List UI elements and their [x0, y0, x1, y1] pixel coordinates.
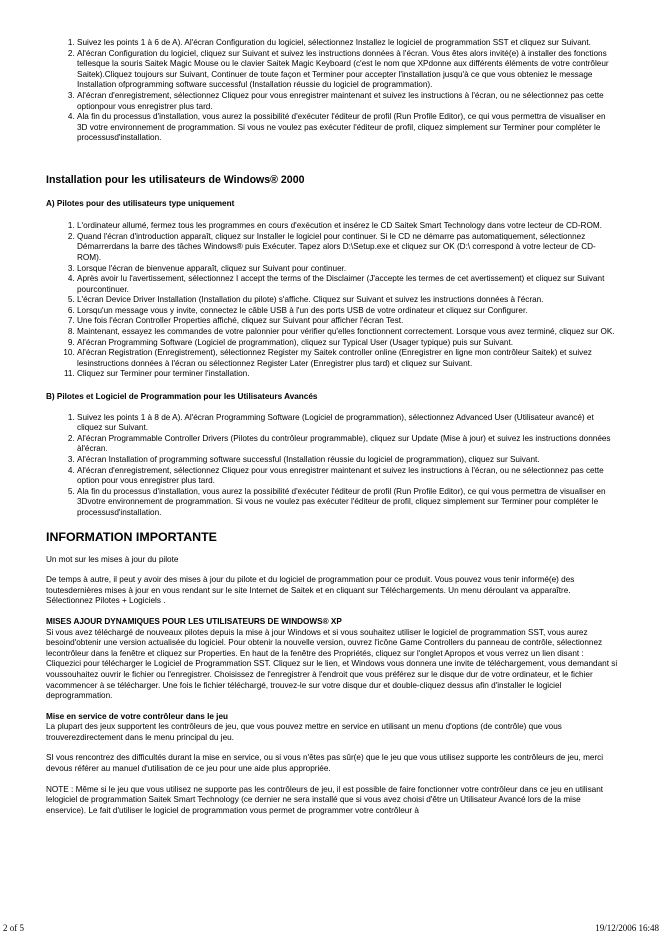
list-item: 2. Al'écran Configuration du logiciel, cliquez sur Suivant et suivez les instructions données à l'écran. Vous êtes alors invité(e) à installer des fonctions tellesque la souris Saitek Magic Mouse ou le clavier Saitek Magic Keyboard (c'est le nom que XPdonne aux différents éléments de votre contrôleur Saitek).Cliquez toujours sur Suivant, Continuer de toute façon et Terminer pour accepter l'installation jusqu'à ce que vous obteniez le message Installation ofprogramming software successful (Installation réussie du logiciel de programmation). — [77, 49, 618, 91]
list-item: 5. L'écran Device Driver Installation (Installation du pilote) s'affiche. Cliquez sur Suivant et suivez les instructions données à l'écran. — [77, 295, 618, 306]
list-item: 3. Lorsque l'écran de bienvenue apparaît, cliquez sur Suivant pour continuer. — [77, 264, 618, 275]
list-item: 3. Al'écran Installation of programming software successful (Installation réussie du logiciel de programmation), cliquez sur Suivant. — [77, 455, 618, 466]
list-item: 2. Al'écran Programmable Controller Drivers (Pilotes du contrôleur programmable), cliquez sur Update (Mise à jour) et suivez les instructions données àl'écran. — [77, 434, 618, 455]
game-setup-text: La plupart des jeux supportent les contrôleurs de jeu, que vous pouvez mettre en service en utilisant un menu d'options (de contrôle) que vous trouverezdirectement dans le menu principal du jeu. — [46, 722, 562, 742]
list-item: 10. Al'écran Registration (Enregistrement), sélectionnez Register my Saitek controller online (Enregistrer en ligne mon contrôleur Saitek) et suivez lesinstructions données à l'écran ou sélectionnez Register Later (Enregistrer plus tard) et cliquez sur Suivant. — [77, 348, 618, 369]
difficulty-paragraph: SI vous rencontrez des difficultés durant la mise en service, ou si vous n'êtes pas sûr(e) que le jeu que vous utilisez supporte les contrôleurs de jeu, merci devous référer au manuel d'utilisation de ce jeu pour une aide plus appropriée. — [46, 753, 604, 774]
document-page — [46, 38, 618, 816]
page-number: 2 of 5 — [3, 923, 24, 933]
list-item: 9. Al'écran Programming Software (Logiciel de programmation), cliquez sur Typical User (Usager typique) puis sur Suivant. — [77, 338, 618, 349]
list-a-continuation — [46, 38, 618, 144]
list-item: 7. Une fois l'écran Controller Properties affiché, cliquez sur Suivant pour afficher l'écran Test. — [77, 316, 618, 327]
section-b-heading: B) Pilotes et Logiciel de Programmation pour les Utilisateurs Avancés — [46, 392, 318, 402]
section-b-list — [46, 413, 618, 519]
list-item: 3. Al'écran d'enregistrement, sélectionnez Cliquez pour vous enregistrer maintenant et suivez les instructions à l'écran, ou ne sélectionnez pas cette optionpour vous enregistrer plus tard. — [77, 91, 618, 112]
list-item: 1. Suivez les points 1 à 8 de A). Al'écran Programming Software (Logiciel de programmation), sélectionnez Advanced User (Utilisateur avancé) et cliquez sur Suivant. — [77, 413, 618, 434]
list-item: 4. Al'écran d'enregistrement, sélectionnez Cliquez pour vous enregistrer maintenant et suivez les instructions à l'écran, ou ne sélectionnez pas cette option pour vous enregistrer plus tard. — [77, 466, 618, 487]
game-setup-heading: Mise en service de votre contrôleur dans le jeu — [46, 711, 229, 721]
list-item: 1. Suivez les points 1 à 6 de A). Al'écran Configuration du logiciel, sélectionnez Installez le logiciel de programmation SST et cliquez sur Suivant. — [77, 38, 618, 49]
list-item: 11. Cliquez sur Terminer pour terminer l'installation. — [77, 369, 618, 380]
note-paragraph: NOTE : Même si le jeu que vous utilisez ne supporte pas les contrôleurs de jeu, il est possible de faire fonctionner votre contrôleur dans ce jeu en utilisant lelogiciel de programmation Saitek Smart Technology (ce dernier ne sera installé que si vous avez choisi d'être un Utilisateur Avancé lors de la mise enservice). Le fait d'utiliser le logiciel de programmation vous permet de programmer votre contrôleur à — [46, 784, 604, 815]
xp-update-text: Si vous avez téléchargé de nouveaux pilotes depuis la mise à jour Windows et si vous souhaitez utiliser le logiciel de programmation SST, vous aurez besoind'obtenir une version actualisée du logiciel. Pour obtenir la nouvelle version, ouvrez l'icône Game Controllers du panneau de contrôle, sélectionnez lecontrôleur dans la fenêtre et cliquez sur Properties. En haut de la fenêtre des Propriétés, cliquez sur l'onglet Apropos et vous verrez un lien disant : Cliquezici pour télécharger le Logiciel de Programmation SST. Cliquez sur le lien, et Windows vous donnera une invite de téléchargement, vous demandant si voussouhaitez ouvrir le fichier ou l'enregistrer. Choisissez de l'enregistrer à l'endroit que vous préférez sur le disque dur de votre ordinateur, et le fichier vacommencer à se télécharger. Une fois le fichier téléchargé, trouvez-le sur votre disque dur et double-cliquez dessus afin d'installer le logiciel deprogrammation. — [46, 627, 618, 701]
list-item: 2. Quand l'écran d'introduction apparaît, cliquez sur Installer le logiciel pour continuer. Si le CD ne démarre pas automatiquement, sélectionnez Démarrerdans la barre des tâches Windows® puis Exécuter. Tapez alors D:\Setup.exe et cliquez sur OK (D:\ correspond à votre lecteur de CD-ROM). — [77, 232, 618, 264]
section-a-list — [46, 221, 618, 380]
section-a-heading: A) Pilotes pour des utilisateurs type uniquement — [46, 198, 235, 208]
win2000-heading: Installation pour les utilisateurs de Windows® 2000 — [46, 173, 305, 186]
list-item: 4. Ala fin du processus d'installation, vous aurez la possibilité d'exécuter l'éditeur de profil (Run Profile Editor), ce qui vous permettra de visualiser en 3D votre environnement de programmation. Si vous ne voulez pas exécuter l'éditeur de profil, cliquez simplement sur Terminer pour compléter le processusd'installation. — [77, 112, 618, 144]
list-item: 1. L'ordinateur allumé, fermez tous les programmes en cours d'exécution et insérez le CD Saitek Smart Technology dans votre lecteur de CD-ROM. — [77, 221, 618, 232]
driver-update-paragraph: De temps à autre, il peut y avoir des mises à jour du pilote et du logiciel de programmation pour ce produit. Vous pouvez vous tenir informé(e) des toutesdernières mises à jour en vous rendant sur le site Internet de Saitek et en cliquant sur Téléchargements. Un menu déroulant va apparaître. Sélectionnez Pilotes + Logiciels . — [46, 575, 575, 606]
list-item: 4. Après avoir lu l'avertissement, sélectionnez I accept the terms of the Disclaimer (J'accepte les termes de cet avertissement) et cliquez sur Suivant pourcontinuer. — [77, 274, 618, 295]
driver-update-subtitle: Un mot sur les mises à jour du pilote — [46, 554, 179, 564]
important-heading: INFORMATION IMPORTANTE — [46, 529, 217, 544]
print-date: 19/12/2006 16:48 — [595, 923, 659, 933]
list-item: 6. Lorsqu'un message vous y invite, connectez le câble USB à l'un des ports USB de votre ordinateur et cliquez sur Configurer. — [77, 306, 618, 317]
list-item: 8. Maintenant, essayez les commandes de votre palonnier pour vérifier qu'elles fonctionnent correctement. Lorsque vous avez terminé, cliquez sur OK. — [77, 327, 618, 338]
xp-update-heading: MISES AJOUR DYNAMIQUES POUR LES UTILISATEURS DE WINDOWS® XP — [46, 616, 342, 626]
list-item: 5. Ala fin du processus d'installation, vous aurez la possibilité d'exécuter l'éditeur de profil (Run Profile Editor), ce qui vous permettra de visualiser en 3Dvotre environnement de programmation. Si vous ne voulez pas exécuter l'éditeur de profil, cliquez simplement sur Terminer pour compléter le processusd'installation. — [77, 487, 618, 519]
